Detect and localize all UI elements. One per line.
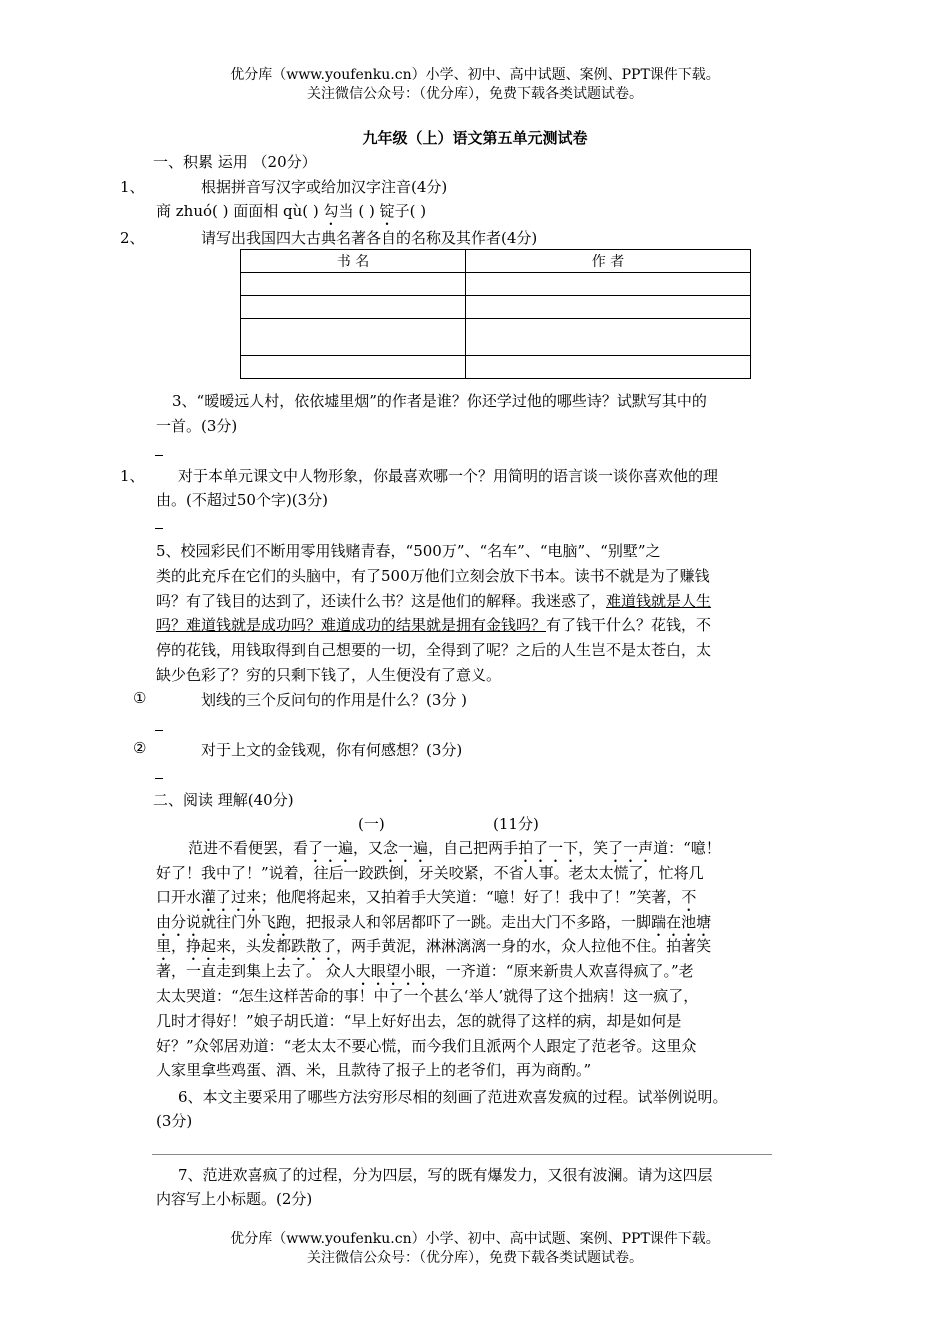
table-row xyxy=(241,296,751,319)
q6-line-1: 6、本文主要采用了哪些方法穷形尽相的刻画了范进欢喜发疯的过程。试举例说明。 xyxy=(178,1088,728,1106)
q3-line-2: 一首。(3分) xyxy=(156,417,238,435)
page-title: 九年级（上）语文第五单元测试卷 xyxy=(362,129,588,147)
passage-dotted-text: 由分说 xyxy=(156,913,202,931)
passage-text: ，笑 xyxy=(578,839,609,857)
passage-text: ，自己把两手 xyxy=(428,839,519,857)
passage-text: 道：“噫！ xyxy=(653,839,721,857)
q5-line-5: 停的花钱，用钱取得到自己想要的一切，全得到了呢？之后的人生岂不是太苍白，太 xyxy=(156,641,712,659)
passage-line-9: 好？”众邻居劝道：“老太太不要心慌，而今我们且派两个人跟定了范老爷。这里众 xyxy=(156,1037,697,1055)
table-header-book: 书 名 xyxy=(241,250,466,273)
q5-underlined-question: 难道钱就是人生 xyxy=(606,592,712,610)
answer-blank[interactable] xyxy=(155,528,163,529)
q5-sub2-text: 对于上文的金钱观，你有何感想？(3分) xyxy=(201,741,463,759)
passage-text: 就往门外 xyxy=(201,913,262,931)
q5-line-4-text: 有了钱干什么？花钱，不 xyxy=(546,616,712,634)
q5-line-1: 5、校园彩民们不断用零用钱赌青春，“500万”、“名车”、“电脑”、“别墅”之 xyxy=(156,542,661,560)
header-line-2: 关注微信公众号：（优分库），免费下载各类试题试卷。 xyxy=(307,86,643,102)
q3-line-1: 3、“暧暧远人村，依依墟里烟”的作者是谁？你还学过他的哪些诗？试默写其中的 xyxy=(172,392,707,410)
answer-line[interactable] xyxy=(152,1154,772,1155)
passage-text: 著，一直走到集上去了。 众人 xyxy=(156,962,356,980)
q4-number: 1、 xyxy=(120,467,145,485)
q2-text: 请写出我国四大古典名著各自的名称及其作者(4分) xyxy=(201,229,538,247)
answer-blank[interactable] xyxy=(155,778,163,779)
passage-dotted-text: 念一遍 xyxy=(383,839,429,857)
part-one-label: (一) xyxy=(358,815,385,833)
passage-dotted-text: 里 xyxy=(156,937,172,955)
table-header-author: 作 者 xyxy=(466,250,751,273)
q6-line-2: (3分) xyxy=(156,1112,193,1130)
passage-dotted-text: 了一遍 xyxy=(308,839,354,857)
passage-text: ；他爬将起来，又拍着手大笑道：“噫！好了！我中了！”笑著， xyxy=(261,888,682,906)
answer-blank[interactable] xyxy=(155,730,163,731)
q7-line-2: 内容写上小标题。(2分) xyxy=(156,1190,313,1208)
passage-text: ，又 xyxy=(353,839,384,857)
passage-line-8: 几时才得好！”娘子胡氏道：“早上好好出去，怎的就得了这样的病，却是如何是 xyxy=(156,1012,682,1030)
q1-text: 根据拼音写汉字或给加汉字注音(4分) xyxy=(201,178,448,196)
section1-heading: 一、积累 运用 （20分） xyxy=(153,153,317,171)
q1-item-mid: 当 ( ) xyxy=(338,202,380,220)
table-cell-book[interactable] xyxy=(241,296,466,319)
table-cell-book[interactable] xyxy=(241,356,466,379)
q2-number: 2、 xyxy=(120,229,145,247)
passage-dotted-text: 踹在池塘 xyxy=(651,913,712,931)
q5-line-4 xyxy=(156,614,711,635)
passage-dotted-text: 挣起来 xyxy=(186,937,232,955)
part-one-score: (11分) xyxy=(493,815,539,833)
passage-text: ，头发 xyxy=(231,937,277,955)
passage-text: ， xyxy=(171,937,187,955)
passage-text: 口开水 xyxy=(156,888,202,906)
q5-line-3-text: 吗？有了钱目的达到了，还读什么书？这是他们的解释。我迷惑了， xyxy=(156,592,607,610)
table-cell-author[interactable] xyxy=(466,296,751,319)
passage-text: ，两手黄泥，淋淋漓漓一身的水，众人拉他不住。拍著笑 xyxy=(336,937,712,955)
q4-line-2: 由。(不超过50个字)(3分) xyxy=(156,491,329,509)
table-cell-author[interactable] xyxy=(466,319,751,356)
q1-item-post: 子( ) xyxy=(394,202,427,220)
passage-line-7: 太太哭道：“怎生这样苦命的事！中了一个甚么‘举人’就得了这个拙病！这一疯了， xyxy=(156,987,699,1005)
q5-sub1-number: ① xyxy=(133,689,147,707)
q4-line-1: 对于本单元课文中人物形象，你最喜欢哪一个？用简明的语言谈一谈你喜欢他的理 xyxy=(178,467,719,485)
table-cell-author[interactable] xyxy=(466,273,751,296)
passage-text: 范进不看便罢，看 xyxy=(188,839,309,857)
passage-dotted-text: 飞跑 xyxy=(261,913,292,931)
q5-line-6: 缺少色彩了？穷的只剩下钱了，人生便没有了意义。 xyxy=(156,666,502,684)
q7-line-1: 7、范进欢喜疯了的过程，分为四层，写的既有爆发力，又很有波澜。请为这四层 xyxy=(178,1166,713,1184)
footer-line-2: 关注微信公众号：（优分库），免费下载各类试题试卷。 xyxy=(307,1250,643,1266)
table-header-row xyxy=(241,250,751,273)
q5-sub1-text: 划线的三个反问句的作用是什么？(3分 ) xyxy=(201,691,468,709)
table-row xyxy=(241,319,751,356)
table-row xyxy=(241,273,751,296)
q1-dotted-char-gou: 勾 xyxy=(323,202,339,220)
table-cell-book[interactable] xyxy=(241,319,466,356)
section2-heading: 二、阅读 理解(40分) xyxy=(153,791,294,809)
passage-line-2: 好了！我中了！”说着，往后一跤跌倒，牙关咬紧，不省人事。老太太慌了，忙将几 xyxy=(156,864,704,882)
passage-dotted-text: 了一声 xyxy=(608,839,654,857)
table-row xyxy=(241,356,751,379)
q1-number: 1、 xyxy=(120,178,145,196)
classics-table xyxy=(240,249,751,379)
q1-item-pre: 商 zhuó( ) 面面相 qù( ) xyxy=(156,202,324,220)
passage-dotted-text: 灌了过来 xyxy=(201,888,262,906)
passage-dotted-text: 大眼望小眼 xyxy=(355,962,431,980)
header-line-1: 优分库（www.youfenku.cn）小学、初中、高中试题、案例、PPT课件下载。 xyxy=(230,67,720,83)
q1-items xyxy=(156,200,426,229)
passage-line-10: 人家里拿些鸡蛋、酒、米，且款待了报子上的老爷们，再为商酌。” xyxy=(156,1061,592,1079)
q5-line-2: 类的此充斥在它们的头脑中，有了500万他们立刻会放下书本。读书不就是为了赚钱 xyxy=(156,567,710,585)
q1-dotted-char-ding: 锭 xyxy=(379,202,395,220)
q5-underlined-questions: 吗？难道钱就是成功吗？难道成功的结果就是拥有金钱吗？ xyxy=(156,616,547,634)
passage-text: ，一齐道：“原来新贵人欢喜得疯了。”老 xyxy=(430,962,694,980)
passage-dotted-text: 都跌散了 xyxy=(276,937,337,955)
q5-sub2-number: ② xyxy=(133,739,147,757)
table-cell-book[interactable] xyxy=(241,273,466,296)
passage-text: ，把报录人和邻居都吓了一跳。走出大门不多路，一脚 xyxy=(291,913,652,931)
passage-dotted-text: 拍了一下 xyxy=(518,839,579,857)
table-cell-author[interactable] xyxy=(466,356,751,379)
footer-line-1: 优分库（www.youfenku.cn）小学、初中、高中试题、案例、PPT课件下载。 xyxy=(230,1231,720,1247)
passage-dotted-text: 不 xyxy=(681,888,697,906)
answer-blank[interactable] xyxy=(155,455,163,456)
q5-line-3 xyxy=(156,590,711,611)
